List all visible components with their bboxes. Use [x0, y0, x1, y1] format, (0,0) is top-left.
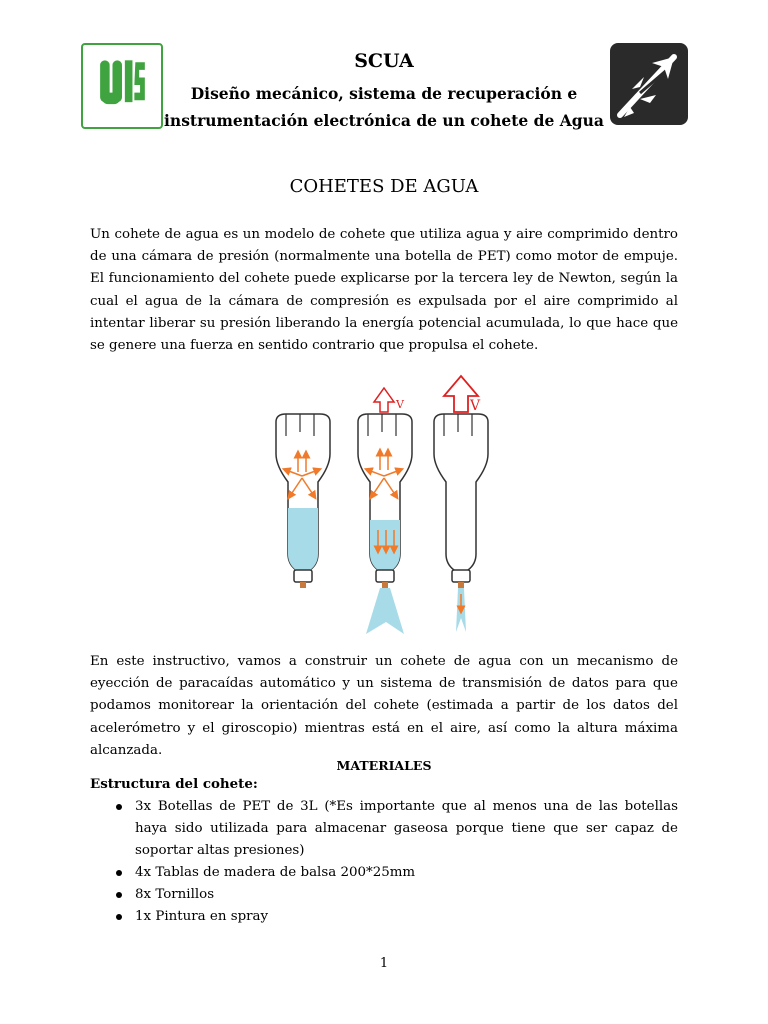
list-item: 3x Botellas de PET de 3L (*Es importante que al menos una de las botellas haya sido utilizada para almacenar gaseosa porque tiene que ser capaz de soportar altas presiones)	[90, 796, 678, 862]
list-item: 8x Tornillos	[90, 884, 678, 906]
scua-logo	[610, 43, 688, 125]
page-number: 1	[379, 956, 389, 971]
section-heading: COHETES DE AGUA	[289, 176, 479, 197]
materials-heading: MATERIALES	[336, 758, 432, 773]
water-rocket-figure	[256, 372, 512, 642]
materials-list	[90, 796, 678, 928]
document-title: SCUA	[354, 50, 414, 72]
bottle-1	[276, 414, 330, 588]
bottle-2	[358, 388, 412, 634]
intro-paragraph: Un cohete de agua es un modelo de cohete que utiliza agua y aire comprimido dentro de una cámara de presión (normalmente una botella de PET) como motor de empuje. El funcionamiento del cohete puede explicarse por la tercera ley de Newton, según la cual el agua de la cámara de compresión es expulsada por el aire comprimido al intentar liberar su presión liberando la energía potencial acumulada, lo que hace que se genere una fuerza en sentido contrario que propulsa el cohete.	[90, 227, 678, 354]
list-item: 4x Tablas de madera de balsa 200*25mm	[90, 862, 678, 884]
velocity-label-large: V	[470, 398, 481, 414]
instructive-paragraph: En este instructivo, vamos a construir un cohete de agua con un mecanismo de eyección de paracaídas automático y un sistema de transmisión de datos para que podamos monitorear la orientación del cohete (estimada a partir de los datos del acelerómetro y el giroscopio) mientras está en el aire, así como la altura máxima alcanzada.	[90, 654, 678, 758]
bottle-3	[434, 376, 488, 632]
velocity-label-small: V	[396, 398, 404, 411]
document-subtitle: Diseño mecánico, sistema de recuperación e instrumentación electrónica de un cohete de Agua	[164, 84, 604, 130]
list-item: 1x Pintura en spray	[90, 906, 678, 928]
structure-label: Estructura del cohete:	[90, 776, 258, 792]
